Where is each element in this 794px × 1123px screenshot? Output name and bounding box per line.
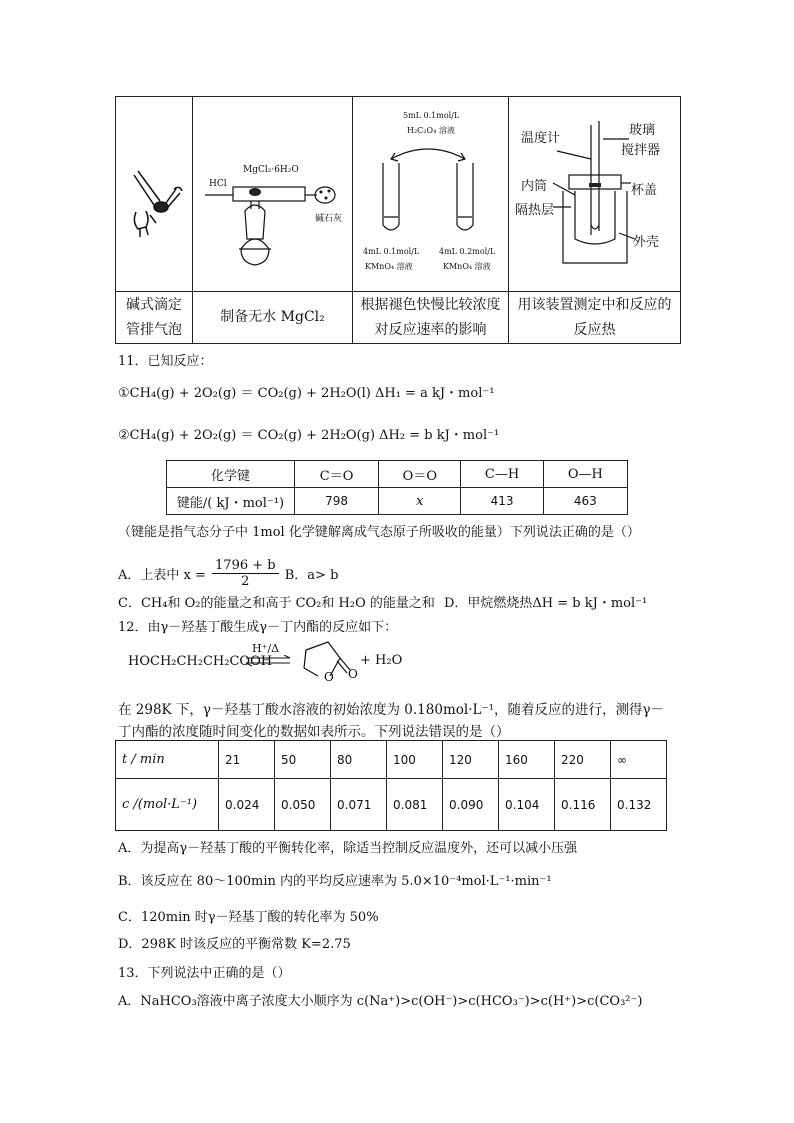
kmno4-right-label: KMnO₄ 溶液 <box>443 262 491 271</box>
time-cell: 80 <box>331 741 387 779</box>
kmno4-left-conc: 4mL 0.1mol/L <box>363 247 420 256</box>
q12-water: + H₂O <box>360 653 403 668</box>
caption-2: 制备无水 MgCl₂ <box>193 292 353 344</box>
q12-reactant: HOCH₂CH₂CH₂COOH <box>128 654 273 669</box>
bond-header-3: C—H <box>461 461 543 488</box>
burette-bubble-figure <box>116 97 192 287</box>
glass-label-1: 玻璃 <box>629 123 656 138</box>
time-cell: 50 <box>275 741 331 779</box>
h2c2o4-label: H₂C₂O₄ 溶液 <box>407 126 455 135</box>
q12-condition: H⁺/Δ <box>252 642 280 655</box>
q12-option-d: D．298K 时该反应的平衡常数 K=2.75 <box>118 937 351 952</box>
bond-header-1: C＝O <box>294 461 378 488</box>
insulation-label: 隔热层 <box>515 203 555 218</box>
caption-4: 用该装置测定中和反应的 反应热 <box>509 292 681 344</box>
q12-para-1: 在 298K 下，γ－羟基丁酸水溶液的初始浓度为 0.180mol·L⁻¹，随着反应的进行，测得γ－ <box>118 702 665 718</box>
q13-title: 13．下列说法中正确的是（） <box>118 966 291 981</box>
conc-cell: 0.132 <box>611 779 667 831</box>
q11-option-a-pre: A．上表中 x = <box>118 568 206 583</box>
bond-oh: 463 <box>543 488 627 515</box>
bond-ch: 413 <box>461 488 543 515</box>
bond-header-2: O＝O <box>379 461 461 488</box>
thermometer-label: 温度计 <box>521 131 561 146</box>
conc-cell: 0.104 <box>499 779 555 831</box>
q12-option-c: C．120min 时γ－羟基丁酸的转化率为 50% <box>118 910 379 925</box>
equilibrium-arrow <box>244 655 292 667</box>
time-cell: 21 <box>219 741 275 779</box>
lid-label: 杯盖 <box>631 183 658 198</box>
caption-1: 碱式滴定 管排气泡 <box>116 292 193 344</box>
conc-cell: 0.050 <box>275 779 331 831</box>
q11-note: （键能是指气态分子中 1mol 化学键解离成气态原子所吸收的能量）下列说法正确的是（） <box>118 525 640 540</box>
carbonyl-oxygen: O <box>348 667 358 681</box>
q11-option-a-row <box>118 558 338 589</box>
inner-tube-label: 内筒 <box>521 179 548 194</box>
time-header: t / min <box>116 741 219 779</box>
conc-cell: 0.116 <box>555 779 611 831</box>
kmno4-left-label: KMnO₄ 溶液 <box>365 262 413 271</box>
lime-label: 碱石灰 <box>315 214 343 224</box>
q11-reaction-2: ②CH₄(g) + 2O₂(g) ＝ CO₂(g) + 2H₂O(g) ΔH₂ = b kJ・mol⁻¹ <box>118 428 500 443</box>
conc-cell: 0.024 <box>219 779 275 831</box>
q11-reaction-1: ①CH₄(g) + 2O₂(g) ＝ CO₂(g) + 2H₂O(l) ΔH₁ = a kJ・mol⁻¹ <box>118 386 495 401</box>
q12-option-b: B．该反应在 80～100min 内的平均反应速率为 5.0×10⁻⁴mol·L⁻¹·min⁻¹ <box>118 874 552 889</box>
bond-co: 798 <box>294 488 378 515</box>
time-cell: 120 <box>443 741 499 779</box>
time-cell: 220 <box>555 741 611 779</box>
concentration-table <box>115 740 667 831</box>
conc-cell: 0.071 <box>331 779 387 831</box>
fig-calorimeter-cell <box>509 97 681 292</box>
q11-title: 11．已知反应： <box>118 354 213 369</box>
q12-para-2: 丁内酯的浓度随时间变化的数据如表所示。下列说法错误的是（） <box>118 724 510 740</box>
caption-3: 根据褪色快慢比较浓度 对反应速率的影响 <box>353 292 509 344</box>
fig-kmno4-cell <box>353 97 509 292</box>
conc-row <box>116 779 667 831</box>
fraction-denominator: 2 <box>241 574 250 589</box>
conc-cell: 0.090 <box>443 779 499 831</box>
mgcl2-apparatus-figure <box>193 99 352 289</box>
time-cell: ∞ <box>611 741 667 779</box>
salt-label: MgCl₂·6H₂O <box>243 165 299 175</box>
bond-energy-table <box>166 460 628 515</box>
kmno4-right-conc: 4mL 0.2mol/L <box>439 247 496 256</box>
conc-header: c /(mol·L⁻¹) <box>116 779 219 831</box>
q11-option-c: C．CH₄和 O₂的能量之和高于 CO₂和 H₂O 的能量之和 <box>118 596 435 611</box>
time-cell: 100 <box>387 741 443 779</box>
q11-option-d: D．甲烷燃烧热ΔH = b kJ・mol⁻¹ <box>444 596 648 611</box>
hcl-label: HCl <box>209 179 227 189</box>
q11-option-b: B．a> b <box>284 568 339 583</box>
conc-cell: 0.081 <box>387 779 443 831</box>
q12-option-a: A．为提高γ－羟基丁酸的平衡转化率，除适当控制反应温度外，还可以减小压强 <box>118 841 578 856</box>
apparatus-table <box>115 96 681 344</box>
q13-option-a: A．NaHCO₃溶液中离子浓度大小顺序为 c(Na⁺)>c(OH⁻)>c(HCO₃⁻)>c(H⁺)>c(CO₃²⁻) <box>118 994 643 1009</box>
q11-fraction <box>212 558 279 589</box>
fraction-numerator: 1796 + b <box>212 558 279 574</box>
bond-header-0: 化学键 <box>167 461 295 488</box>
bond-row-label: 键能/( kJ・mol⁻¹) <box>167 488 295 515</box>
time-row <box>116 741 667 779</box>
fig-mgcl2-cell <box>193 97 353 292</box>
time-cell: 160 <box>499 741 555 779</box>
h2c2o4-conc: 5mL 0.1mol/L <box>403 111 460 120</box>
glass-label-2: 搅拌器 <box>621 143 661 158</box>
shell-label: 外壳 <box>633 235 660 250</box>
fig-burette-cell <box>116 97 193 292</box>
ring-oxygen: O <box>324 670 334 684</box>
bond-oo: x <box>379 488 461 515</box>
q12-title: 12．由γ－羟基丁酸生成γ－丁内酯的反应如下： <box>118 620 398 635</box>
bond-header-4: O—H <box>543 461 627 488</box>
